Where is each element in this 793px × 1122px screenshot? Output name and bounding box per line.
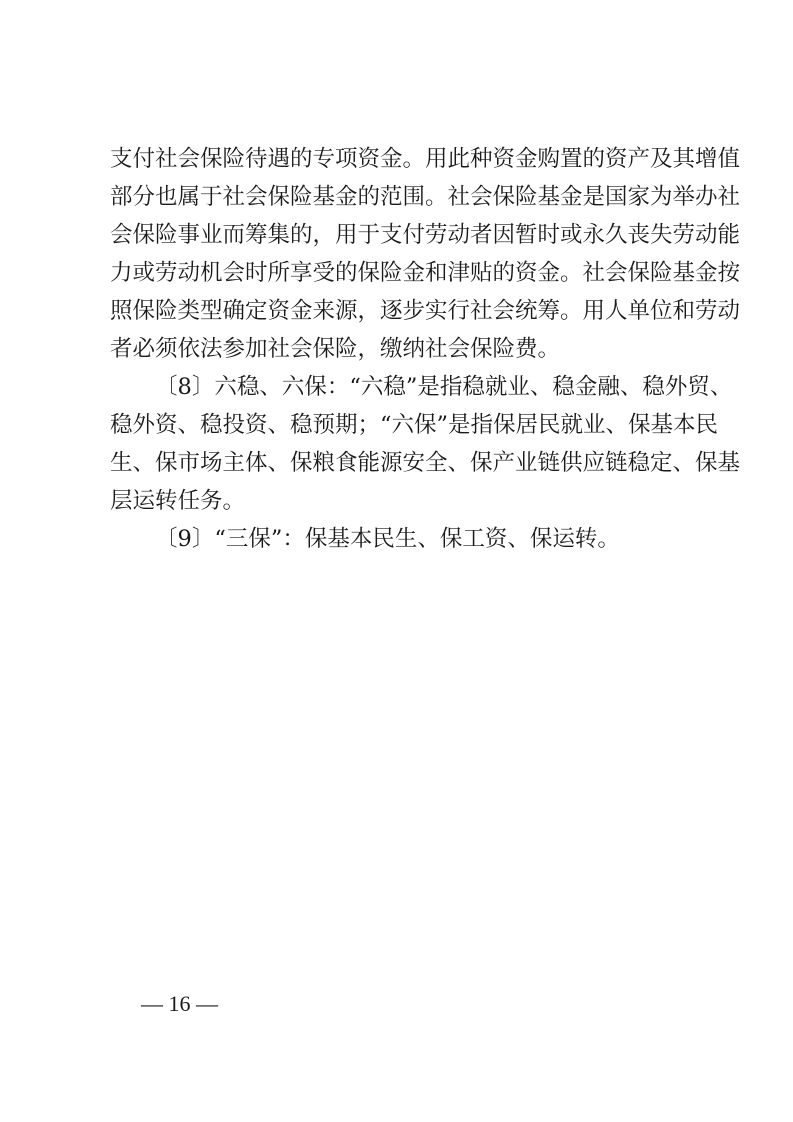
text-line: 部分也属于社会保险基金的范围。社会保险基金是国家为举办社 [110,184,741,210]
paragraph-social-insurance-fund [110,140,741,368]
page-number: — 16 — [141,991,218,1016]
footnote-9-three-guarantees [110,520,700,558]
text-line: 生、保市场主体、保粮食能源安全、保产业链供应链稳定、保基 [110,450,741,476]
body-text [110,140,741,558]
text-line: 照保险类型确定资金来源，逐步实行社会统筹。用人单位和劳动 [110,298,741,324]
text-line: 〔9〕“三保”：保基本民生、保工资、保运转。 [155,526,620,552]
text-line: 支付社会保险待遇的专项资金。用此种资金购置的资产及其增值 [110,146,741,172]
text-line: 〔8〕六稳、六保：“六稳”是指稳就业、稳金融、稳外贸、 [155,374,733,400]
text-line: 者必须依法参加社会保险，缴纳社会保险费。 [110,336,561,362]
text-line: 层运转任务。 [110,488,246,514]
text-line: 会保险事业而筹集的，用于支付劳动者因暂时或永久丧失劳动能 [110,222,741,248]
text-line: 力或劳动机会时所享受的保险金和津贴的资金。社会保险基金按 [110,260,741,286]
text-line: 稳外资、稳投资、稳预期；“六保”是指保居民就业、保基本民 [110,412,719,438]
footnote-8-six-stabilities [110,368,741,520]
